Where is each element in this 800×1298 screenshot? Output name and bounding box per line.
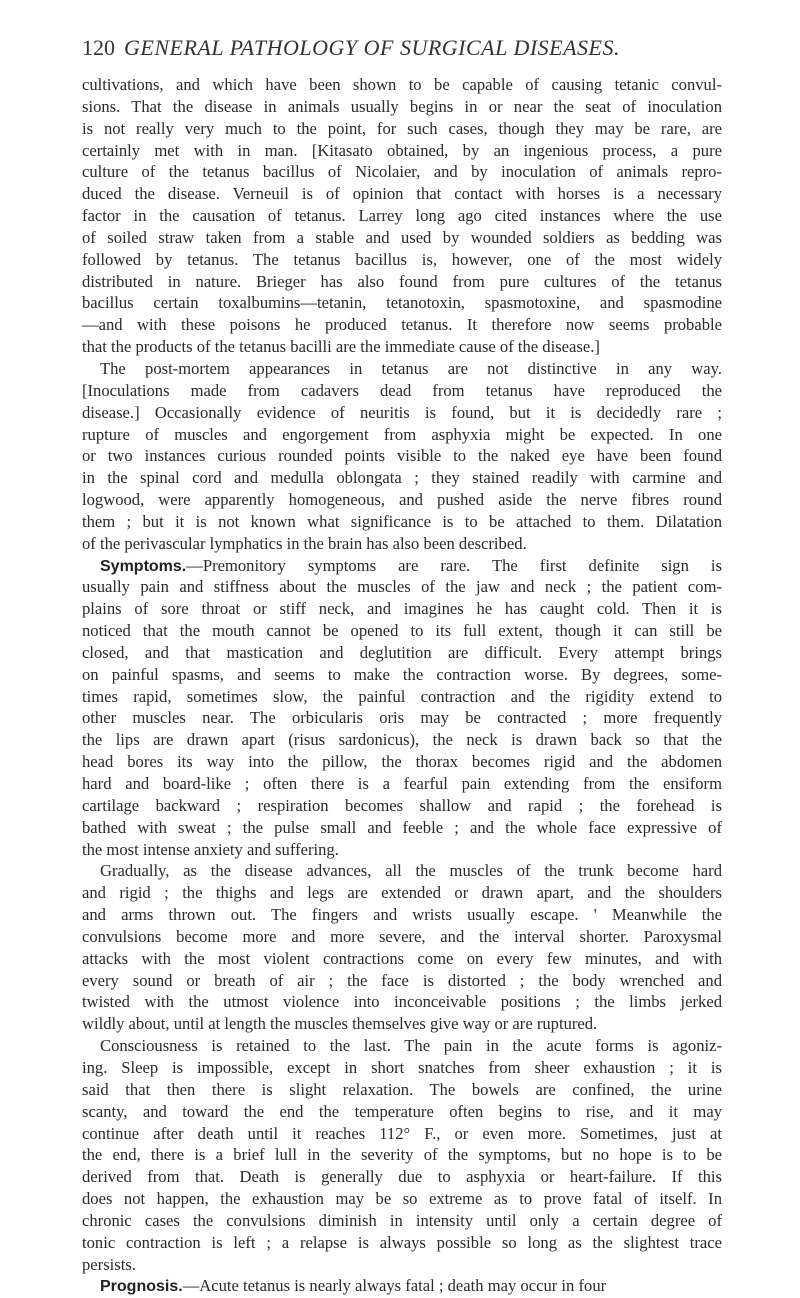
line-text: wildly about, until at length the muscles themselves give way or are ruptured. bbox=[82, 1014, 598, 1034]
text-line bbox=[82, 271, 722, 293]
line-text: scanty, and toward the end the temperature often begins to rise, and it may bbox=[82, 1101, 722, 1121]
text-line bbox=[82, 292, 722, 314]
text-line bbox=[82, 1123, 722, 1145]
text-line bbox=[82, 358, 722, 380]
line-text: noticed that the mouth cannot be opened to its full extent, though it can still be bbox=[82, 621, 722, 641]
line-text: that the products of the tetanus bacilli are the immediate cause of the disease.] bbox=[82, 337, 600, 357]
text-line bbox=[82, 424, 722, 446]
text-line bbox=[82, 991, 722, 1013]
text-line bbox=[82, 555, 722, 577]
text-line bbox=[82, 380, 722, 402]
line-text: certainly met with in man. [Kitasato obtained, by an ingenious process, a pure bbox=[82, 140, 722, 160]
text-line bbox=[82, 948, 722, 970]
text-line bbox=[82, 533, 722, 555]
line-text: rupture of muscles and engorgement from asphyxia might be expected. In one bbox=[82, 424, 722, 444]
text-line bbox=[82, 773, 722, 795]
page-header bbox=[82, 34, 722, 62]
text-line bbox=[82, 1101, 722, 1123]
text-line bbox=[82, 118, 722, 140]
line-text: and rigid ; the thighs and legs are extended or drawn apart, and the shoulders bbox=[82, 883, 722, 903]
text-line bbox=[82, 1013, 722, 1035]
line-text: them ; but it is not known what significance is to be attached to them. Dilatation bbox=[82, 511, 722, 531]
line-text: on painful spasms, and seems to make the contraction worse. By degrees, some- bbox=[82, 664, 722, 684]
section-heading: Prognosis. bbox=[100, 1278, 183, 1296]
line-text: ing. Sleep is impossible, except in short snatches from sheer exhaustion ; it is bbox=[82, 1057, 722, 1077]
text-line bbox=[82, 729, 722, 751]
line-text: sions. That the disease in animals usually begins in or near the seat of inoculation bbox=[82, 96, 722, 116]
line-text: disease.] Occasionally evidence of neuritis is found, but it is decidedly rare ; bbox=[82, 402, 722, 422]
line-text: and arms thrown out. The fingers and wrists usually escape. ' Meanwhile the bbox=[82, 905, 722, 925]
line-text: hard and board-like ; often there is a fearful pain extending from the ensiform bbox=[82, 774, 722, 793]
text-line bbox=[82, 1275, 722, 1297]
text-line bbox=[82, 576, 722, 598]
line-text: the end, there is a brief lull in the severity of the symptoms, but no hope is to be bbox=[82, 1145, 722, 1165]
line-text: of the perivascular lymphatics in the brain has also been described. bbox=[82, 533, 527, 553]
text-line bbox=[82, 839, 722, 861]
line-text: The post-mortem appearances in tetanus are not distinctive in any way. bbox=[100, 358, 722, 378]
text-line bbox=[82, 970, 722, 992]
line-text: convulsions become more and more severe, and the interval shorter. Paroxysmal bbox=[82, 926, 722, 946]
text-line bbox=[82, 1188, 722, 1210]
text-line bbox=[82, 664, 722, 686]
line-text: cartilage backward ; respiration becomes shallow and rapid ; the forehead is bbox=[82, 795, 722, 815]
text-line bbox=[82, 598, 722, 620]
line-text: other muscles near. The orbicularis oris may be contracted ; more frequently bbox=[82, 708, 722, 728]
line-text: followed by tetanus. The tetanus bacillus is, however, one of the most widely bbox=[82, 249, 722, 269]
line-text: does not happen, the exhaustion may be so extreme as to prove fatal of itself. In bbox=[82, 1189, 722, 1209]
line-text: attacks with the most violent contractions come on every few minutes, and with bbox=[82, 948, 722, 968]
line-text: persists. bbox=[82, 1254, 136, 1274]
line-text: distributed in nature. Brieger has also found from pure cultures of the tetanus bbox=[82, 271, 722, 291]
line-text: the most intense anxiety and suffering. bbox=[82, 839, 339, 859]
text-line bbox=[82, 686, 722, 708]
line-text: every sound or breath of air ; the face is distorted ; the body wrenched and bbox=[82, 970, 722, 990]
text-line bbox=[82, 795, 722, 817]
line-text: of soiled straw taken from a stable and used by wounded soldiers as bedding was bbox=[82, 227, 722, 247]
text-line bbox=[82, 467, 722, 489]
text-line bbox=[82, 445, 722, 467]
line-text: chronic cases the convulsions diminish in intensity until only a certain degree of bbox=[82, 1210, 722, 1230]
text-line bbox=[82, 205, 722, 227]
line-text: Consciousness is retained to the last. The pain in the acute forms is agoniz- bbox=[100, 1036, 722, 1056]
line-text: factor in the causation of tetanus. Larrey long ago cited instances where the use bbox=[82, 206, 722, 226]
text-line bbox=[82, 642, 722, 664]
text-line bbox=[82, 74, 722, 96]
line-text: closed, and that mastication and deglutition are difficult. Every attempt brings bbox=[82, 642, 722, 662]
text-line bbox=[82, 882, 722, 904]
line-text: twisted with the utmost violence into inconceivable positions ; the limbs jerked bbox=[82, 992, 722, 1012]
text-line bbox=[82, 511, 722, 533]
line-text: in the spinal cord and medulla oblongata ; they stained readily with carmine and bbox=[82, 468, 722, 488]
line-text: is not really very much to the point, for such cases, though they may be rare, are bbox=[82, 118, 722, 138]
text-line bbox=[82, 1079, 722, 1101]
text-line bbox=[82, 183, 722, 205]
text-line bbox=[82, 1254, 722, 1276]
text-line bbox=[82, 336, 722, 358]
text-line bbox=[82, 1166, 722, 1188]
line-text: usually pain and stiffness about the muscles of the jaw and neck ; the patient com- bbox=[82, 577, 722, 597]
text-line bbox=[82, 140, 722, 162]
text-line bbox=[82, 707, 722, 729]
text-line bbox=[82, 402, 722, 424]
line-text: culture of the tetanus bacillus of Nicolaier, and by inoculation of animals repro- bbox=[82, 162, 722, 182]
text-line bbox=[82, 1144, 722, 1166]
text-line bbox=[82, 249, 722, 271]
text-line bbox=[82, 489, 722, 511]
line-text: bacillus certain toxalbumins—tetanin, tetanotoxin, spasmotoxine, and spasmodine bbox=[82, 293, 722, 313]
line-text: or two instances curious rounded points visible to the naked eye have been found bbox=[82, 446, 722, 466]
text-line bbox=[82, 926, 722, 948]
line-text: continue after death until it reaches 112° F., or even more. Sometimes, just at bbox=[82, 1123, 722, 1143]
line-text: duced the disease. Verneuil is of opinion that contact with horses is a necessary bbox=[82, 184, 722, 204]
line-text: plains of sore throat or stiff neck, and imagines he has caught cold. Then it is bbox=[82, 599, 722, 619]
text-line bbox=[82, 227, 722, 249]
line-text: tonic contraction is left ; a relapse is always possible so long as the slightest trace bbox=[82, 1232, 722, 1252]
running-title: GENERAL PATHOLOGY OF SURGICAL DISEASES. bbox=[124, 35, 620, 60]
page-number: 120 bbox=[82, 35, 115, 60]
section-heading: Symptoms. bbox=[100, 557, 187, 575]
text-line bbox=[82, 161, 722, 183]
line-text: said that then there is slight relaxation. The bowels are confined, the urine bbox=[82, 1079, 722, 1099]
line-text: logwood, were apparently homogeneous, and pushed aside the nerve fibres round bbox=[82, 490, 722, 510]
text-line bbox=[82, 904, 722, 926]
text-line bbox=[82, 860, 722, 882]
line-text: derived from that. Death is generally due to asphyxia or heart-failure. If this bbox=[82, 1167, 722, 1187]
line-text: —and with these poisons he produced tetanus. It therefore now seems probable bbox=[82, 315, 722, 335]
text-line bbox=[82, 1210, 722, 1232]
line-text: Gradually, as the disease advances, all the muscles of the trunk become hard bbox=[100, 861, 722, 881]
text-line bbox=[82, 314, 722, 336]
text-line bbox=[82, 751, 722, 773]
line-text: cultivations, and which have been shown to be capable of causing tetanic convul- bbox=[82, 75, 722, 94]
line-text: times rapid, sometimes slow, the painful contraction and the rigidity extend to bbox=[82, 686, 722, 706]
line-text: —Premonitory symptoms are rare. The first definite sign is bbox=[186, 555, 722, 575]
text-line bbox=[82, 1232, 722, 1254]
line-text: [Inoculations made from cadavers dead from tetanus have reproduced the bbox=[82, 380, 722, 400]
text-line bbox=[82, 1057, 722, 1079]
line-text: —Acute tetanus is nearly always fatal ; death may occur in four bbox=[182, 1276, 607, 1296]
line-text: head bores its way into the pillow, the thorax becomes rigid and the abdomen bbox=[82, 752, 722, 772]
line-text: bathed with sweat ; the pulse small and feeble ; and the whole face expressive of bbox=[82, 817, 722, 837]
text-line bbox=[82, 96, 722, 118]
text-line bbox=[82, 817, 722, 839]
text-line bbox=[82, 620, 722, 642]
text-line bbox=[82, 1035, 722, 1057]
body-text bbox=[82, 74, 722, 1297]
line-text: the lips are drawn apart (risus sardonicus), the neck is drawn back so that the bbox=[82, 730, 722, 750]
